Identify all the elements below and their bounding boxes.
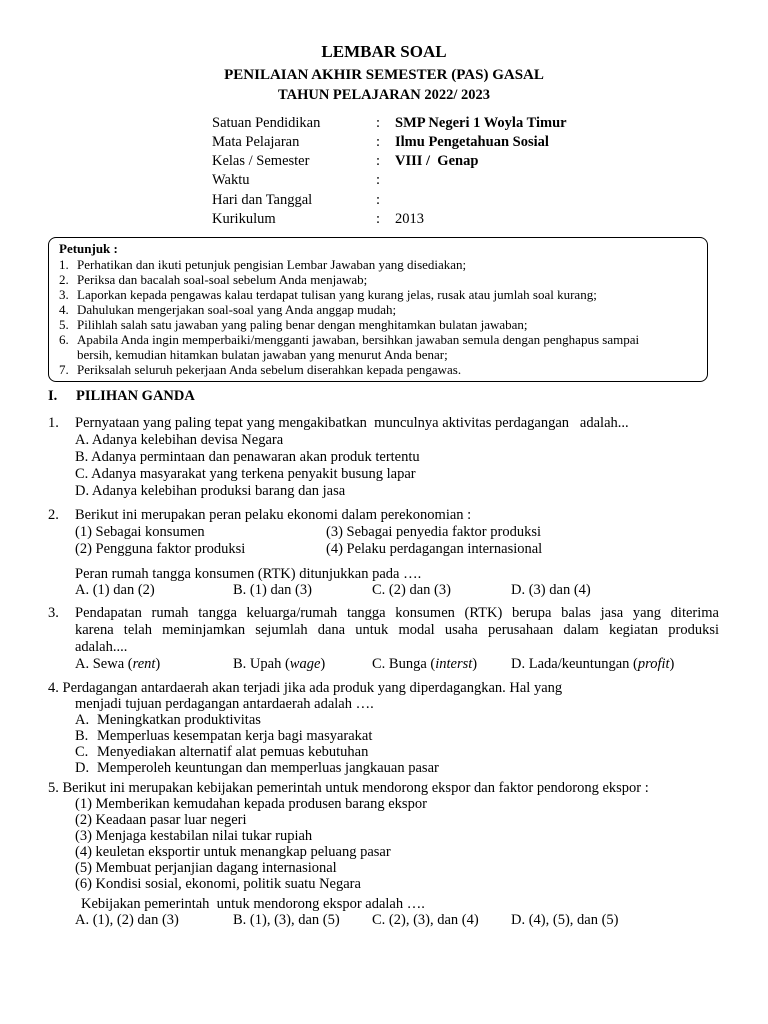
answer-option: Memperoleh keuntungan dan memperluas jangkauan pasar xyxy=(97,760,439,776)
info-label: Mata Pelajaran xyxy=(212,134,300,150)
info-colon: : xyxy=(376,115,381,131)
section-title: PILIHAN GANDA xyxy=(76,388,195,404)
answer-option: C. (2), (3), dan (4) xyxy=(372,912,479,928)
instruction-num: 3. xyxy=(59,287,69,302)
exam-subtitle: PENILAIAN AKHIR SEMESTER (PAS) GASAL xyxy=(224,67,544,83)
instruction-text: bersih, kemudian hitamkan bulatan jawaban yang menurut Anda benar; xyxy=(77,347,448,362)
answer-option: A. (1), (2) dan (3) xyxy=(75,912,179,928)
instruction-text: Apabila Anda ingin memperbaiki/mengganti jawaban, bersihkan jawaban semula dengan penghapus sampai xyxy=(77,332,640,347)
answer-option: C. Adanya masyarakat yang terkena penyakit busung lapar xyxy=(75,466,416,482)
answer-letter: C. xyxy=(75,744,89,760)
instruction-num: 4. xyxy=(59,302,69,317)
answer-letter: D. xyxy=(75,760,90,776)
question-text-line: karena telah meminjamkan sejumlah dana untuk modal usaha perusahaan dalam kegiatan produksi xyxy=(75,622,719,638)
question-text: Berikut ini merupakan peran pelaku ekonomi dalam perekonomian : xyxy=(75,507,472,523)
info-colon: : xyxy=(376,192,381,208)
question-text-line: 5. Berikut ini merupakan kebijakan pemerintah untuk mendorong ekspor dan faktor pendorong ekspor : xyxy=(48,780,649,796)
question-text: Pernyataan yang paling tepat yang mengakibatkan munculnya aktivitas perdagangan adalah... xyxy=(75,415,629,431)
academic-year: TAHUN PELAJARAN 2022/ 2023 xyxy=(278,87,490,103)
statement-item: (3) Menjaga kestabilan nilai tukar rupiah xyxy=(75,828,313,844)
statement-item: (1) Sebagai konsumen xyxy=(75,524,205,540)
question-text-line: adalah.... xyxy=(75,639,128,655)
page-title: LEMBAR SOAL xyxy=(321,42,447,61)
answer-option: D. Adanya kelebihan produksi barang dan jasa xyxy=(75,483,346,499)
answer-option: Meningkatkan produktivitas xyxy=(97,712,261,728)
instruction-num: 2. xyxy=(59,272,69,287)
question-number: 1. xyxy=(48,415,59,431)
answer-option: A. (1) dan (2) xyxy=(75,582,155,598)
answer-option: D. (3) dan (4) xyxy=(511,582,591,598)
statement-item: (4) keuletan eksportir untuk menangkap peluang pasar xyxy=(75,844,391,860)
info-label: Hari dan Tanggal xyxy=(212,192,313,208)
instruction-text: Laporkan kepada pengawas kalau terdapat tulisan yang kurang jelas, rusak atau jumlah soal kurang; xyxy=(77,287,597,302)
info-label: Kurikulum xyxy=(212,211,276,227)
question-number: 3. xyxy=(48,605,59,621)
instruction-text: Dahulukan mengerjakan soal-soal yang Anda anggap mudah; xyxy=(77,302,397,317)
answer-option: A. Adanya kelebihan devisa Negara xyxy=(75,432,284,448)
info-value: 2013 xyxy=(395,211,424,227)
answer-option: B. (1), (3), dan (5) xyxy=(233,912,340,928)
instruction-text: Periksalah seluruh pekerjaan Anda sebelum diserahkan kepada pengawas. xyxy=(77,362,462,377)
answer-option: Memperluas kesempatan kerja bagi masyarakat xyxy=(97,728,373,744)
info-colon: : xyxy=(376,172,381,188)
question-prompt: Peran rumah tangga konsumen (RTK) ditunjukkan pada …. xyxy=(75,566,422,582)
answer-option: C. Bunga (interst) xyxy=(372,656,478,672)
answer-option: C. (2) dan (3) xyxy=(372,582,451,598)
info-label: Waktu xyxy=(212,172,250,188)
instruction-num: 1. xyxy=(59,257,69,272)
info-label: Kelas / Semester xyxy=(212,153,310,169)
instruction-text: Periksa dan bacalah soal-soal sebelum Anda menjawab; xyxy=(77,272,368,287)
instruction-num: 6. xyxy=(59,332,69,347)
statement-item: (5) Membuat perjanjian dagang internasional xyxy=(75,860,337,876)
answer-option: B. (1) dan (3) xyxy=(233,582,312,598)
instruction-text: Pilihlah salah satu jawaban yang paling benar dengan menghitamkan bulatan jawaban; xyxy=(77,317,528,332)
info-colon: : xyxy=(376,153,381,169)
statement-item: (1) Memberikan kemudahan kepada produsen barang ekspor xyxy=(75,796,427,812)
instructions-box xyxy=(48,237,708,382)
info-label: Satuan Pendidikan xyxy=(212,115,321,131)
statement-item: (6) Kondisi sosial, ekonomi, politik suatu Negara xyxy=(75,876,361,892)
statement-item: (2) Pengguna faktor produksi xyxy=(75,541,246,557)
answer-letter: A. xyxy=(75,712,90,728)
answer-option: B. Adanya permintaan dan penawaran akan produk tertentu xyxy=(75,449,420,465)
question-text-line: Pendapatan rumah tangga keluarga/rumah tangga konsumen (RTK) berupa balas jasa yang diterima xyxy=(75,605,719,621)
statement-item: (2) Keadaan pasar luar negeri xyxy=(75,812,247,828)
answer-option: D. Lada/keuntungan (profit) xyxy=(511,656,675,672)
section-number: I. xyxy=(48,388,58,404)
instruction-num: 7. xyxy=(59,362,69,377)
question-text-line: menjadi tujuan perdagangan antardaerah adalah …. xyxy=(75,696,374,712)
info-colon: : xyxy=(376,134,381,150)
statement-item: (4) Pelaku perdagangan internasional xyxy=(326,541,543,557)
question-prompt: Kebijakan pemerintah untuk mendorong ekspor adalah …. xyxy=(81,896,425,912)
info-value: Ilmu Pengetahuan Sosial xyxy=(395,134,549,150)
statement-item: (3) Sebagai penyedia faktor produksi xyxy=(326,524,542,540)
answer-letter: B. xyxy=(75,728,89,744)
answer-option: B. Upah (wage) xyxy=(233,656,326,672)
answer-option: D. (4), (5), dan (5) xyxy=(511,912,619,928)
instructions-heading: Petunjuk : xyxy=(59,241,118,256)
info-colon: : xyxy=(376,211,381,227)
info-value: VIII / Genap xyxy=(395,153,479,169)
instruction-text: Perhatikan dan ikuti petunjuk pengisian Lembar Jawaban yang disediakan; xyxy=(77,257,467,272)
instruction-num: 5. xyxy=(59,317,69,332)
answer-option: Menyediakan alternatif alat pemuas kebutuhan xyxy=(97,744,369,760)
question-text-line: 4. Perdagangan antardaerah akan terjadi jika ada produk yang diperdagangkan. Hal yang xyxy=(48,680,563,696)
info-value: SMP Negeri 1 Woyla Timur xyxy=(395,115,567,131)
answer-option: A. Sewa (rent) xyxy=(75,656,161,672)
question-number: 2. xyxy=(48,507,59,523)
